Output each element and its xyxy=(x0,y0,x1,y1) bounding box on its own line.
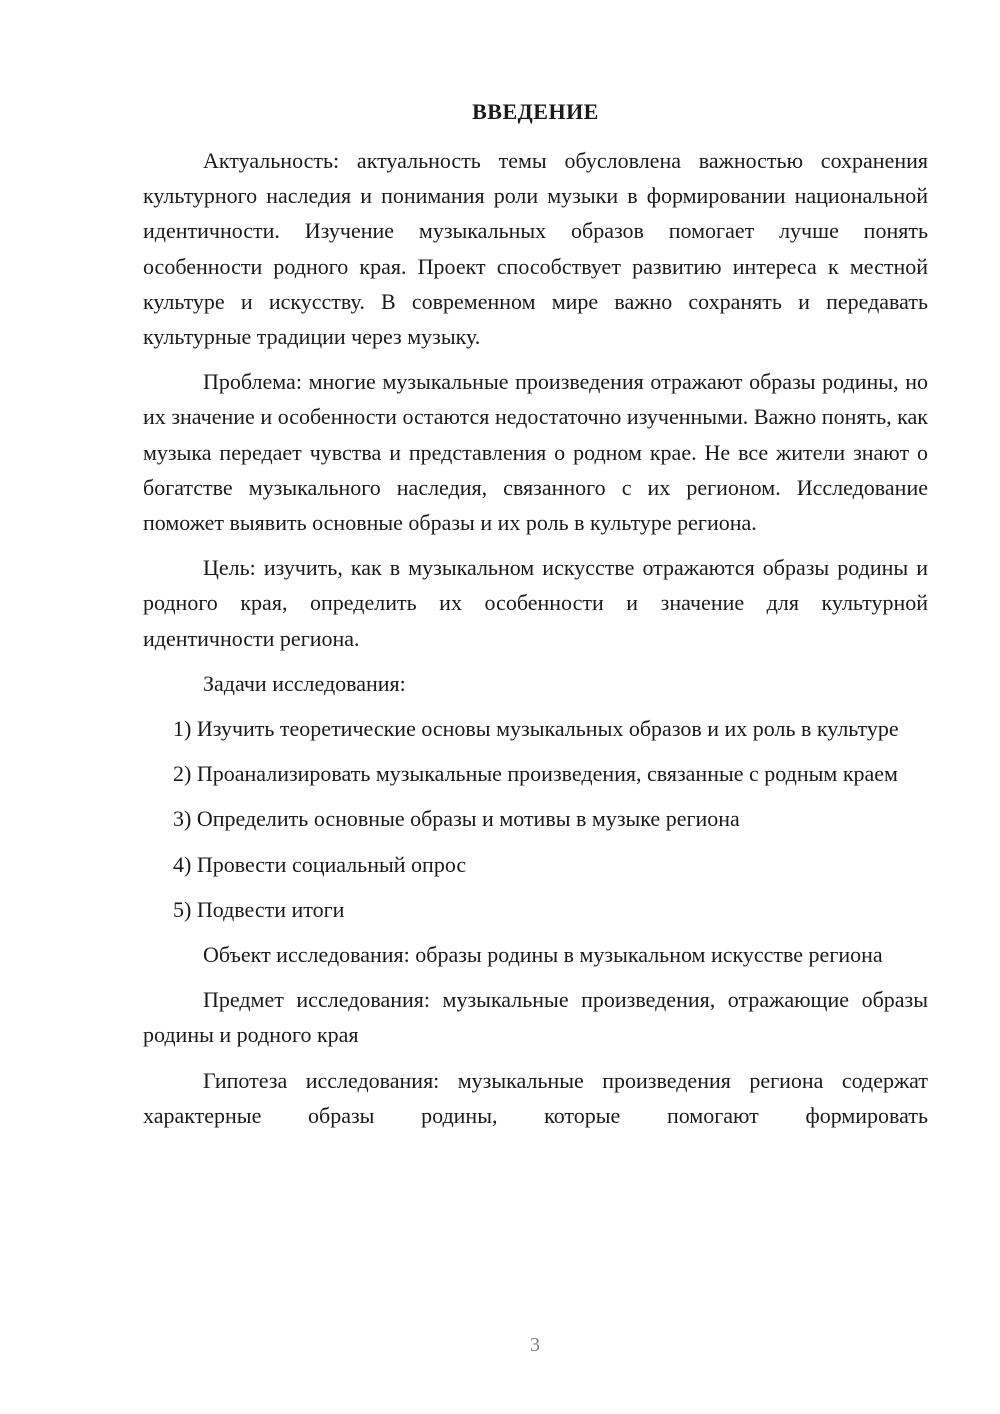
task-item-3: 3) Определить основные образы и мотивы в музыке региона xyxy=(173,806,740,832)
page-content xyxy=(143,94,928,1133)
task-item-1: 1) Изучить теоретические основы музыкальных образов и их роль в культуре xyxy=(173,716,899,742)
paragraph-tasks-heading: Задачи исследования: xyxy=(203,670,406,696)
paragraph-relevance: Актуальность: актуальность темы обусловлена важностью сохранения культурного наследия и понимания роли музыки в формировании национальной идентичности. Изучение музыкальных образов помогает лучше понять особенности родного края. Проект способствует развитию интереса к местной культуре и искусству. В современном мире важно сохранять и передавать культурные традиции через музыку. xyxy=(143,148,928,350)
section-title: ВВЕДЕНИЕ xyxy=(472,99,599,124)
task-item-5: 5) Подвести итоги xyxy=(173,896,345,922)
paragraph-goal: Цель: изучить, как в музыкальном искусстве отражаются образы родины и родного края, определить их особенности и значение для культурной идентичности региона. xyxy=(143,555,928,651)
page-number: 3 xyxy=(530,1334,540,1356)
paragraph-subject: Предмет исследования: музыкальные произведения, отражающие образы родины и родного края xyxy=(143,987,928,1048)
paragraph-object: Объект исследования: образы родины в музыкальном искусстве региона xyxy=(203,942,883,968)
paragraph-problem: Проблема: многие музыкальные произведения отражают образы родины, но их значение и особенности остаются недостаточно изученными. Важно понять, как музыка передает чувства и представления о родном крае. Не все жители знают о богатстве музыкального наследия, связанного с их регионом. Исследование поможет выявить основные образы и их роль в культуре региона. xyxy=(143,369,928,536)
task-item-2: 2) Проанализировать музыкальные произведения, связанные с родным краем xyxy=(173,761,898,787)
paragraph-hypothesis: Гипотеза исследования: музыкальные произведения региона содержат характерные образы родины, которые помогают формировать xyxy=(143,1067,928,1128)
task-item-4: 4) Провести социальный опрос xyxy=(173,851,467,877)
